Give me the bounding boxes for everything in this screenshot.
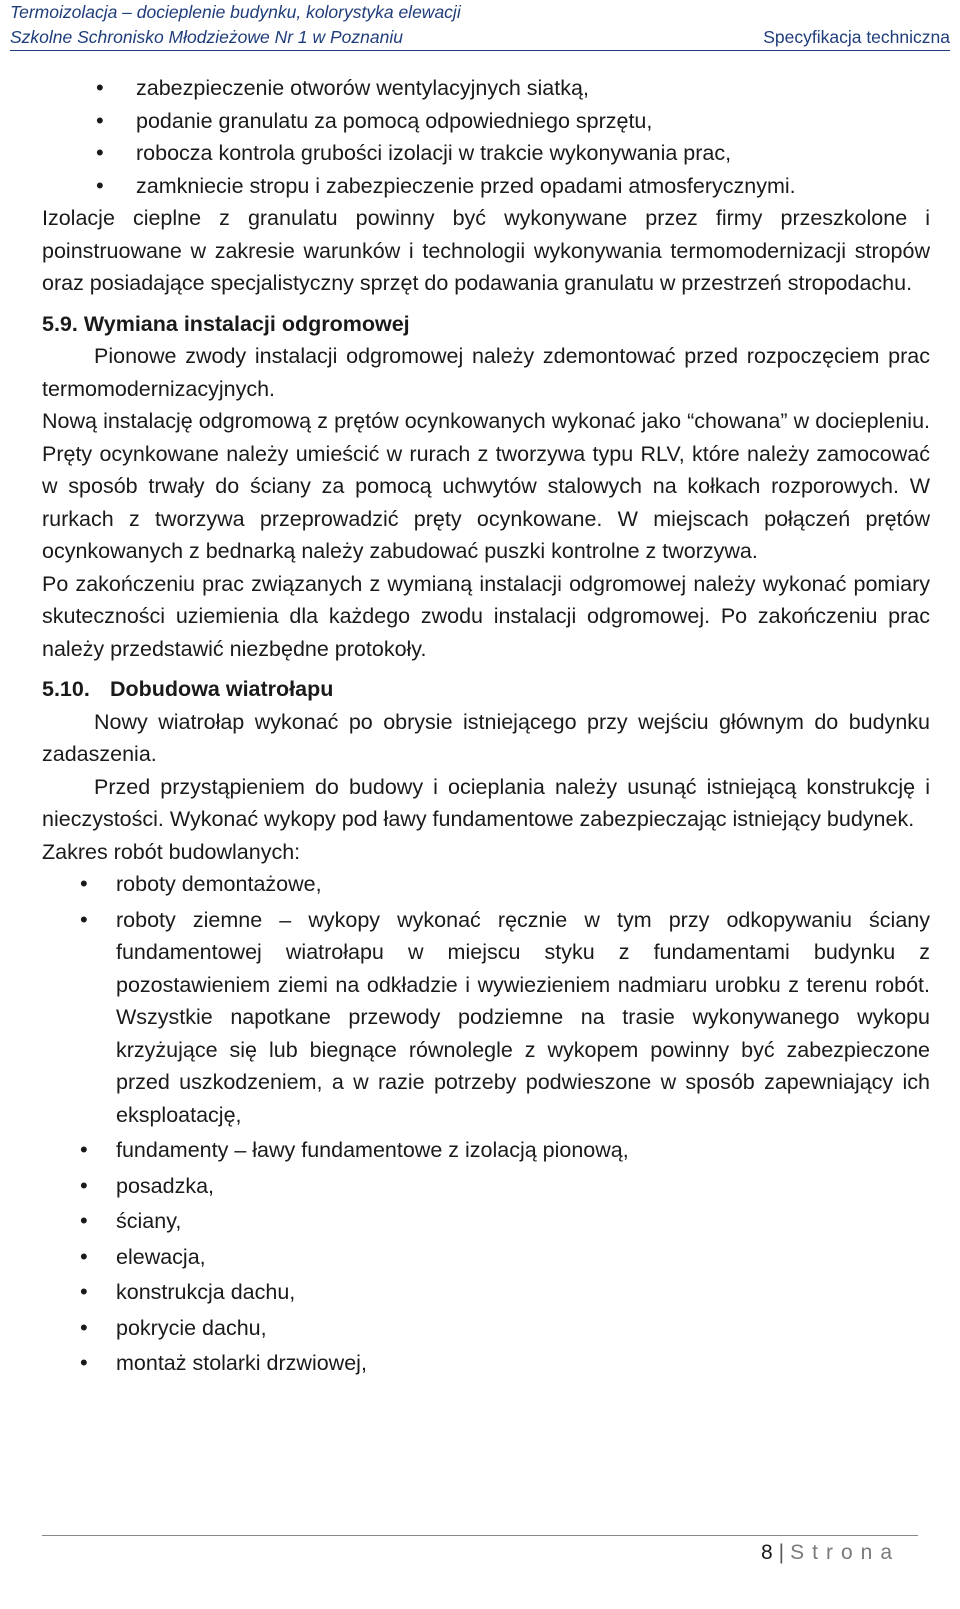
section-number: 5.9. bbox=[42, 311, 78, 336]
page-header bbox=[10, 0, 950, 50]
header-doc-type: Specyfikacja techniczna bbox=[763, 27, 950, 47]
header-rule bbox=[10, 50, 950, 51]
list-item: • podanie granulatu za pomocą odpowiedniego sprzętu, bbox=[42, 105, 930, 138]
paragraph-izolacje: Izolacje cieplne z granulatu powinny być wykonywane przez firmy przeszkolone i poinstruowane w zakresie warunków i technologii wykonywania termomodernizacji stropów oraz posiadające specjalistyczny sprzęt do podawania granulatu w przestrzeń stropodachu. bbox=[42, 206, 930, 295]
paragraph: Nowy wiatrołap wykonać po obrysie istniejącego przy wejściu głównym do budynku zadaszenia. bbox=[42, 709, 930, 766]
page-footer bbox=[761, 1541, 900, 1565]
list-item: • pokrycie dachu, bbox=[42, 1312, 930, 1345]
scope-label: Zakres robót budowlanych: bbox=[42, 839, 301, 864]
document-body bbox=[42, 72, 930, 1383]
footer-separator: | bbox=[778, 1541, 785, 1564]
footer-rule bbox=[42, 1535, 918, 1536]
scope-bullet-list bbox=[42, 868, 930, 1380]
section-title: Dobudowa wiatrołapu bbox=[110, 677, 334, 701]
list-item: • zamkniecie stropu i zabezpieczenie przed opadami atmosferycznymi. bbox=[42, 170, 930, 203]
list-item: • elewacja, bbox=[42, 1241, 930, 1274]
list-item: • robocza kontrola grubości izolacji w trakcie wykonywania prac, bbox=[42, 137, 930, 170]
paragraph: Pionowe zwody instalacji odgromowej należy zdemontować przed rozpoczęciem prac termomodernizacyjnych. bbox=[42, 344, 930, 401]
section-heading-5-9 bbox=[42, 308, 930, 341]
paragraph: Przed przystąpieniem do budowy i ocieplania należy usunąć istniejącą konstrukcję i nieczystości. Wykonać wykopy pod ławy fundamentowe zabezpieczając istniejący budynek. bbox=[42, 774, 930, 831]
section-title: Wymiana instalacji odgromowej bbox=[83, 311, 410, 336]
list-item: • ściany, bbox=[42, 1205, 930, 1238]
list-item: • roboty ziemne – wykopy wykonać ręcznie w tym przy odkopywaniu ściany fundamentowej wiatrołapu w miejscu styku z fundamentami budynku z pozostawieniem ziemi na odkładzie i wywiezieniem nadmiaru urobku z terenu robót. Wszystkie napotkane przewody podziemne na trasie wykonywanego wykopu krzyżujące się lub biegnące równolegle z wykopem powinny być zabezpieczone przed uszkodzeniem, a w razie potrzeby podwieszone w sposób zapewniający ich eksploatację, bbox=[42, 904, 930, 1132]
intro-bullet-list bbox=[42, 72, 930, 202]
paragraph: Nową instalację odgromową z prętów ocynkowanych wykonać jako “chowana” w dociepleniu. Pręty ocynkowane należy umieścić w rurach z tworzywa typu RLV, które należy zamocować w sposób trwały do ściany za pomocą uchwytów stalowych na kołkach rozporowych. W rurkach z tworzywa przeprowadzić pręty ocynkowane. W miejscach połączeń prętów ocynkowanych z bednarką należy zabudować puszki kontrolne z tworzywa. bbox=[42, 409, 930, 563]
paragraph: Po zakończeniu prac związanych z wymianą instalacji odgromowej należy wykonać pomiary skuteczności uziemienia dla każdego zwodu instalacji odgromowej. Po zakończeniu prac należy przedstawić niezbędne protokoły. bbox=[42, 571, 930, 661]
list-item: • posadzka, bbox=[42, 1170, 930, 1203]
page-number: 8 bbox=[760, 1541, 773, 1564]
list-item: • roboty demontażowe, bbox=[42, 868, 930, 901]
list-item: • fundamenty – ławy fundamentowe z izolacją pionową, bbox=[42, 1134, 930, 1167]
section-heading-5-10 bbox=[42, 673, 930, 706]
section-number: 5.10. bbox=[42, 677, 90, 701]
page-word: Strona bbox=[790, 1541, 900, 1564]
list-item: • konstrukcja dachu, bbox=[42, 1276, 930, 1309]
list-item: • montaż stolarki drzwiowej, bbox=[42, 1347, 930, 1380]
header-title: Termoizolacja – docieplenie budynku, kolorystyka elewacji bbox=[10, 2, 461, 22]
list-item: • zabezpieczenie otworów wentylacyjnych siatką, bbox=[42, 72, 930, 105]
header-subtitle: Szkolne Schronisko Młodzieżowe Nr 1 w Poznaniu bbox=[10, 27, 403, 47]
